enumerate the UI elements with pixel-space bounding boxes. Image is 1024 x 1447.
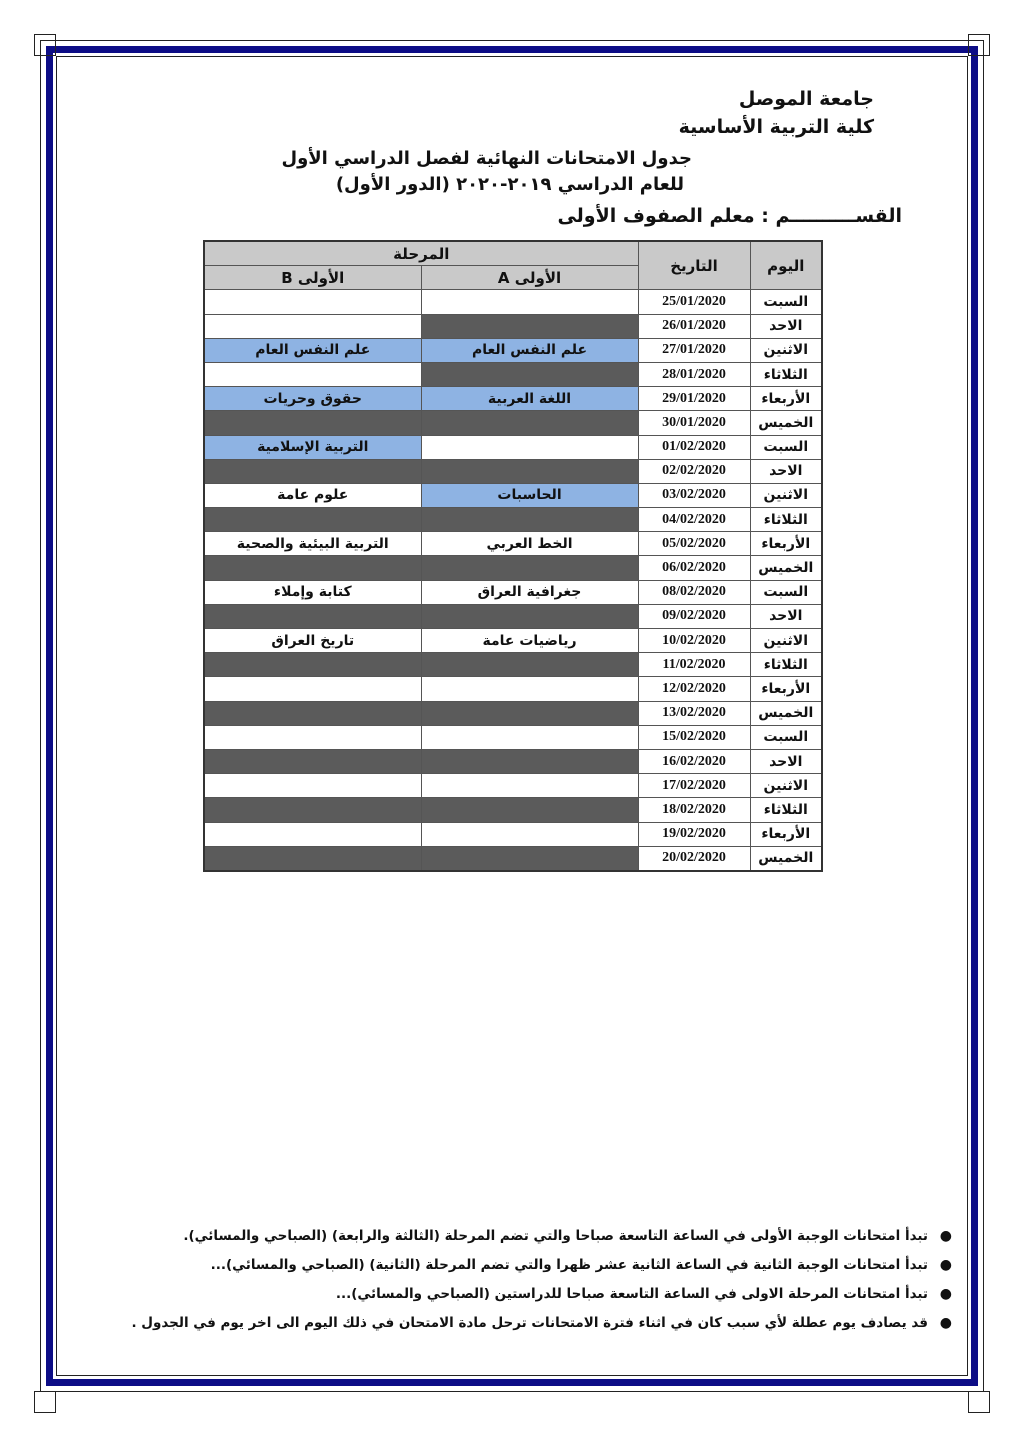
group-a-cell bbox=[421, 435, 638, 459]
group-b-cell bbox=[204, 822, 421, 846]
group-a-cell: الحاسبات bbox=[421, 483, 638, 507]
note-item bbox=[131, 1280, 952, 1309]
table-row bbox=[204, 556, 822, 580]
header-group-a: الأولى A bbox=[421, 266, 638, 290]
table-row bbox=[204, 798, 822, 822]
group-a-cell bbox=[421, 725, 638, 749]
note-text: قد يصادف يوم عطلة لأي سبب كان في اثناء فترة الامتحانات ترحل مادة الامتحان في ذلك اليوم الى اخر يوم في الجدول . bbox=[131, 1315, 928, 1331]
table-row bbox=[204, 580, 822, 604]
group-b-cell bbox=[204, 725, 421, 749]
group-a-cell bbox=[421, 362, 638, 386]
date-cell: 06/02/2020 bbox=[638, 556, 750, 580]
group-a-cell bbox=[421, 677, 638, 701]
university-name: جامعة الموصل bbox=[738, 88, 874, 110]
day-cell: السبت bbox=[750, 435, 822, 459]
table-row bbox=[204, 314, 822, 338]
table-row bbox=[204, 508, 822, 532]
group-a-cell bbox=[421, 411, 638, 435]
table-row bbox=[204, 338, 822, 362]
day-cell: الخميس bbox=[750, 411, 822, 435]
table-row bbox=[204, 749, 822, 773]
date-cell: 17/02/2020 bbox=[638, 774, 750, 798]
border-corner-ornament bbox=[968, 34, 990, 56]
day-cell: الاثنين bbox=[750, 774, 822, 798]
group-a-cell: اللغة العربية bbox=[421, 387, 638, 411]
border-corner-ornament bbox=[34, 1391, 56, 1413]
border-corner-ornament bbox=[968, 1391, 990, 1413]
group-b-cell bbox=[204, 459, 421, 483]
date-cell: 15/02/2020 bbox=[638, 725, 750, 749]
group-b-cell: علوم عامة bbox=[204, 483, 421, 507]
group-b-cell bbox=[204, 749, 421, 773]
table-row bbox=[204, 435, 822, 459]
date-cell: 18/02/2020 bbox=[638, 798, 750, 822]
group-a-cell bbox=[421, 701, 638, 725]
department-label: القســــــــــم : معلم الصفوف الأولى bbox=[557, 205, 902, 227]
group-a-cell bbox=[421, 846, 638, 871]
table-row bbox=[204, 604, 822, 628]
day-cell: الثلاثاء bbox=[750, 508, 822, 532]
day-cell: الاحد bbox=[750, 749, 822, 773]
table-row bbox=[204, 362, 822, 386]
group-b-cell bbox=[204, 556, 421, 580]
group-b-cell bbox=[204, 774, 421, 798]
group-b-cell bbox=[204, 846, 421, 871]
group-b-cell bbox=[204, 362, 421, 386]
group-a-cell bbox=[421, 774, 638, 798]
group-a-cell bbox=[421, 653, 638, 677]
group-a-cell bbox=[421, 604, 638, 628]
day-cell: الأربعاء bbox=[750, 387, 822, 411]
date-cell: 13/02/2020 bbox=[638, 701, 750, 725]
group-b-cell bbox=[204, 798, 421, 822]
day-cell: الأربعاء bbox=[750, 677, 822, 701]
date-cell: 08/02/2020 bbox=[638, 580, 750, 604]
group-b-cell: علم النفس العام bbox=[204, 338, 421, 362]
note-text: تبدأ امتحانات الوجبة الثانية في الساعة الثانية عشر ظهرا والتي تضم المرحلة (الثانية) (الصباحي والمسائي)... bbox=[210, 1257, 928, 1273]
group-b-cell: كتابة وإملاء bbox=[204, 580, 421, 604]
day-cell: السبت bbox=[750, 290, 822, 314]
bullet-icon: ● bbox=[939, 1286, 952, 1302]
table-row bbox=[204, 653, 822, 677]
day-cell: الأربعاء bbox=[750, 532, 822, 556]
note-item bbox=[131, 1222, 952, 1251]
group-a-cell: علم النفس العام bbox=[421, 338, 638, 362]
date-cell: 09/02/2020 bbox=[638, 604, 750, 628]
table-row bbox=[204, 290, 822, 314]
note-text: تبدأ امتحانات الوجبة الأولى في الساعة التاسعة صباحا والتي تضم المرحلة (الثالثة والرابعة) (الصباحي والمسائي). bbox=[183, 1228, 928, 1244]
day-cell: الخميس bbox=[750, 556, 822, 580]
table-row bbox=[204, 677, 822, 701]
group-b-cell bbox=[204, 290, 421, 314]
day-cell: الخميس bbox=[750, 846, 822, 871]
date-cell: 27/01/2020 bbox=[638, 338, 750, 362]
group-b-cell: التربية البيئية والصحية bbox=[204, 532, 421, 556]
group-a-cell bbox=[421, 290, 638, 314]
day-cell: الاثنين bbox=[750, 629, 822, 653]
group-b-cell bbox=[204, 314, 421, 338]
day-cell: الثلاثاء bbox=[750, 362, 822, 386]
note-text: تبدأ امتحانات المرحلة الاولى في الساعة التاسعة صباحا للدراستين (الصباحي والمسائي)... bbox=[335, 1286, 928, 1302]
border-corner-ornament bbox=[34, 34, 56, 56]
note-item bbox=[131, 1309, 952, 1338]
note-item bbox=[131, 1251, 952, 1280]
day-cell: الاحد bbox=[750, 604, 822, 628]
day-cell: الثلاثاء bbox=[750, 653, 822, 677]
date-cell: 11/02/2020 bbox=[638, 653, 750, 677]
group-b-cell bbox=[204, 701, 421, 725]
date-cell: 28/01/2020 bbox=[638, 362, 750, 386]
group-a-cell bbox=[421, 749, 638, 773]
day-cell: الاثنين bbox=[750, 338, 822, 362]
group-a-cell: الخط العربي bbox=[421, 532, 638, 556]
group-a-cell bbox=[421, 459, 638, 483]
table-row bbox=[204, 629, 822, 653]
day-cell: الاثنين bbox=[750, 483, 822, 507]
group-a-cell bbox=[421, 822, 638, 846]
group-b-cell bbox=[204, 411, 421, 435]
date-cell: 04/02/2020 bbox=[638, 508, 750, 532]
day-cell: الأربعاء bbox=[750, 822, 822, 846]
table-row bbox=[204, 532, 822, 556]
group-b-cell bbox=[204, 677, 421, 701]
group-a-cell bbox=[421, 798, 638, 822]
day-cell: الاحد bbox=[750, 314, 822, 338]
date-cell: 26/01/2020 bbox=[638, 314, 750, 338]
notes-list bbox=[131, 1222, 952, 1338]
header-group-b: الأولى B bbox=[204, 266, 421, 290]
table-row bbox=[204, 411, 822, 435]
header-date: التاريخ bbox=[638, 241, 750, 290]
table-row bbox=[204, 725, 822, 749]
group-a-cell bbox=[421, 508, 638, 532]
day-cell: الثلاثاء bbox=[750, 798, 822, 822]
table-row bbox=[204, 774, 822, 798]
academic-year: للعام الدراسي ٢٠١٩-٢٠٢٠ (الدور الأول) bbox=[335, 174, 684, 195]
day-cell: السبت bbox=[750, 725, 822, 749]
group-a-cell bbox=[421, 314, 638, 338]
day-cell: السبت bbox=[750, 580, 822, 604]
table-row bbox=[204, 822, 822, 846]
date-cell: 19/02/2020 bbox=[638, 822, 750, 846]
schedule-body bbox=[204, 290, 822, 871]
date-cell: 02/02/2020 bbox=[638, 459, 750, 483]
table-row bbox=[204, 483, 822, 507]
group-a-cell: رياضيات عامة bbox=[421, 629, 638, 653]
date-cell: 29/01/2020 bbox=[638, 387, 750, 411]
date-cell: 20/02/2020 bbox=[638, 846, 750, 871]
date-cell: 25/01/2020 bbox=[638, 290, 750, 314]
group-b-cell: تاريخ العراق bbox=[204, 629, 421, 653]
date-cell: 16/02/2020 bbox=[638, 749, 750, 773]
table-row bbox=[204, 846, 822, 871]
college-name: كلية التربية الأساسية bbox=[678, 116, 874, 138]
bullet-icon: ● bbox=[939, 1257, 952, 1273]
bullet-icon: ● bbox=[939, 1228, 952, 1244]
document-title: جدول الامتحانات النهائية لفصل الدراسي الأول bbox=[281, 148, 692, 169]
date-cell: 05/02/2020 bbox=[638, 532, 750, 556]
group-b-cell bbox=[204, 653, 421, 677]
date-cell: 03/02/2020 bbox=[638, 483, 750, 507]
group-b-cell: حقوق وحريات bbox=[204, 387, 421, 411]
group-b-cell bbox=[204, 508, 421, 532]
day-cell: الاحد bbox=[750, 459, 822, 483]
table-row bbox=[204, 459, 822, 483]
group-b-cell bbox=[204, 604, 421, 628]
group-a-cell bbox=[421, 556, 638, 580]
date-cell: 30/01/2020 bbox=[638, 411, 750, 435]
date-cell: 01/02/2020 bbox=[638, 435, 750, 459]
day-cell: الخميس bbox=[750, 701, 822, 725]
header-stage: المرحلة bbox=[204, 241, 638, 266]
group-b-cell: التربية الإسلامية bbox=[204, 435, 421, 459]
date-cell: 12/02/2020 bbox=[638, 677, 750, 701]
exam-schedule-table bbox=[203, 240, 823, 872]
date-cell: 10/02/2020 bbox=[638, 629, 750, 653]
group-a-cell: جغرافية العراق bbox=[421, 580, 638, 604]
table-row bbox=[204, 387, 822, 411]
table-row bbox=[204, 701, 822, 725]
header-day: اليوم bbox=[750, 241, 822, 290]
bullet-icon: ● bbox=[939, 1315, 952, 1331]
